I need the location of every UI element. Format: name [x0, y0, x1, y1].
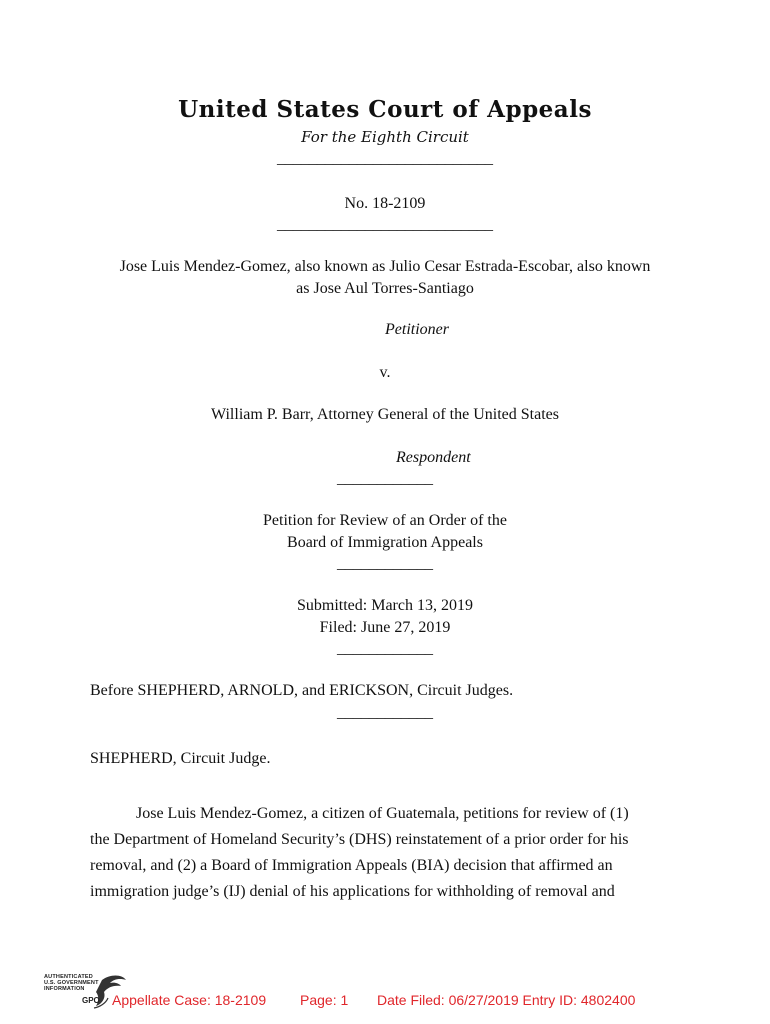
versus: v. — [379, 364, 391, 381]
proceeding-line1: Petition for Review of an Order of the — [263, 512, 507, 529]
court-title: United States Court of Appeals — [178, 96, 592, 123]
filed-date: Filed: June 27, 2019 — [319, 619, 451, 636]
panel-judges: Before SHEPHERD, ARNOLD, and ERICKSON, Circuit Judges. — [90, 682, 514, 699]
opinion-line4: immigration judge’s (IJ) denial of his applications for withholding of removal and — [90, 883, 615, 900]
respondent-name: William P. Barr, Attorney General of the United States — [211, 406, 559, 423]
proceeding-line2: Board of Immigration Appeals — [287, 534, 483, 551]
petitioner-role: Petitioner — [385, 321, 449, 338]
divider-rule: ____________ — [337, 704, 433, 721]
petitioner-name-line2: as Jose Aul Torres-Santiago — [296, 280, 474, 297]
header-rule-bottom: ___________________________ — [277, 216, 493, 233]
opinion-line3: removal, and (2) a Board of Immigration Appeals (BIA) decision that affirmed an — [90, 857, 613, 874]
logo-text-line2: U.S. GOVERNMENT — [44, 980, 99, 986]
logo-text-line3: INFORMATION — [44, 986, 85, 992]
divider-rule: ____________ — [337, 555, 433, 572]
footer-page-number: Page: 1 — [300, 992, 349, 1008]
logo-text-gpo: GPO — [82, 996, 100, 1005]
petitioner-name-line1: Jose Luis Mendez-Gomez, also known as Julio Cesar Estrada-Escobar, also known — [119, 258, 651, 275]
respondent-role: Respondent — [396, 449, 471, 466]
submitted-date: Submitted: March 13, 2019 — [297, 597, 473, 614]
footer-date-filed: Date Filed: 06/27/2019 Entry ID: 4802400 — [377, 992, 636, 1008]
case-number: No. 18-2109 — [344, 195, 426, 212]
opinion-line1: Jose Luis Mendez-Gomez, a citizen of Guatemala, petitions for review of (1) — [136, 805, 629, 822]
opinion-author: SHEPHERD, Circuit Judge. — [90, 750, 271, 767]
header-rule-top: ___________________________ — [277, 150, 493, 167]
divider-rule: ____________ — [337, 640, 433, 657]
divider-rule: ____________ — [337, 470, 433, 487]
footer-case-number: Appellate Case: 18-2109 — [112, 992, 267, 1008]
logo-text-line1: AUTHENTICATED — [44, 974, 93, 980]
circuit-subtitle: For the Eighth Circuit — [301, 128, 469, 146]
opinion-line2: the Department of Homeland Security’s (DHS) reinstatement of a prior order for his — [90, 831, 629, 848]
